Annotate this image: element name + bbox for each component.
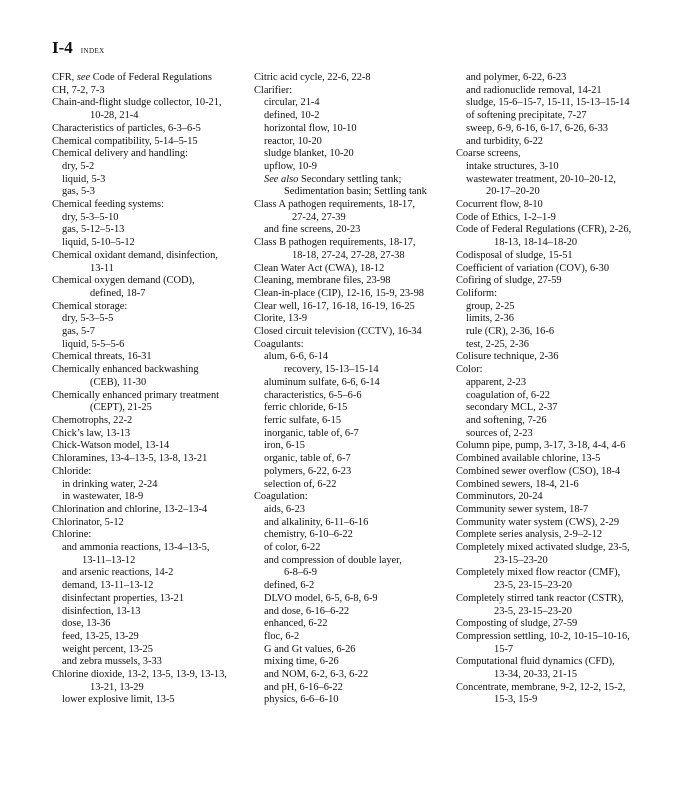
- index-entry: Comminutors, 20-24: [456, 491, 543, 503]
- index-entry-continuation: (CEPT), 21-25: [90, 402, 152, 414]
- index-column-3: [456, 72, 664, 707]
- index-subentry: sources of, 2-23: [466, 427, 533, 439]
- index-entry: Chemical feeding systems:: [52, 199, 164, 211]
- index-entry: Citric acid cycle, 22-6, 22-8: [254, 72, 371, 83]
- index-entry-continuation: 23-15–23-20: [494, 554, 548, 566]
- index-entry: Code of Ethics, 1-2–1-9: [456, 211, 556, 223]
- index-entry: Combined sewers, 18-4, 21-6: [456, 478, 579, 490]
- index-entry: Chlorination and chlorine, 13-2–13-4: [52, 503, 208, 515]
- index-column-1: [52, 72, 252, 707]
- index-entry: Combined sewer overflow (CSO), 18-4: [456, 465, 621, 477]
- index-entry-continuation: 13-34, 20-33, 21-15: [494, 669, 578, 681]
- index-subentry: secondary MCL, 2-37: [466, 402, 558, 414]
- index-entry: Complete series analysis, 2-9–2-12: [456, 529, 603, 541]
- index-subentry: gas, 5-7: [62, 326, 95, 338]
- index-entry: Community water system (CWS), 2-29: [456, 516, 620, 528]
- index-subentry: lower explosive limit, 13-5: [62, 694, 175, 706]
- index-entry: Chemically enhanced primary treatment: [52, 389, 220, 401]
- index-subentry: floc, 6-2: [264, 630, 300, 642]
- index-subentry: demand, 13-11–13-12: [62, 580, 154, 592]
- index-subentry: apparent, 2-23: [466, 376, 527, 388]
- index-subentry: characteristics, 6-5–6-6: [264, 389, 362, 401]
- index-subentry: in wastewater, 18-9: [62, 491, 144, 503]
- index-entry: Chemically enhanced backwashing: [52, 364, 199, 376]
- index-subentry: chemistry, 6-10–6-22: [264, 529, 353, 541]
- index-entry: Characteristics of particles, 6-3–6-5: [52, 122, 201, 134]
- index-subentry: gas, 5-12–5-13: [62, 224, 125, 236]
- index-entry-continuation: 18-13, 18-14–18-20: [494, 237, 578, 249]
- index-subentry: intake structures, 3-10: [466, 160, 559, 172]
- index-subentry: and alkalinity, 6-11–6-16: [264, 516, 369, 528]
- index-entry-continuation: Sedimentation basin; Settling tank: [284, 186, 427, 198]
- index-subentry: aluminum sulfate, 6-6, 6-14: [264, 376, 380, 388]
- index-subentry: physics, 6-6–6-10: [264, 694, 339, 706]
- index-entry: Concentrate, membrane, 9-2, 12-2, 15-2,: [456, 681, 626, 693]
- index-entry-continuation: 10-28, 21-4: [90, 110, 139, 122]
- index-subentry: and compression of double layer,: [264, 554, 402, 566]
- index-column-2: [254, 72, 454, 707]
- index-subentry: and polymer, 6-22, 6-23: [466, 72, 567, 83]
- index-entry-continuation: defined, 18-7: [90, 287, 146, 299]
- index-entry: Class A pathogen requirements, 18-17,: [254, 199, 416, 211]
- running-head: INDEX: [80, 47, 105, 55]
- index-entry: CH, 7-2, 7-3: [52, 84, 105, 96]
- index-subentry: sludge blanket, 10-20: [264, 148, 354, 160]
- index-subentry: and dose, 6-16–6-22: [264, 605, 350, 617]
- index-subentry: sweep, 6-9, 6-16, 6-17, 6-26, 6-33: [466, 122, 608, 134]
- index-subentry: dry, 5-3–5-10: [62, 211, 119, 223]
- index-entry: Chlorine dioxide, 13-2, 13-5, 13-9, 13-13,: [52, 669, 227, 681]
- index-entry: Cofiring of sludge, 27-59: [456, 275, 562, 287]
- index-entry: Completely stirred tank reactor (CSTR),: [456, 592, 624, 604]
- index-subentry: feed, 13-25, 13-29: [62, 630, 139, 642]
- index-entry: Chick’s law, 13-13: [52, 427, 131, 439]
- index-entry: Chemical delivery and handling:: [52, 148, 188, 160]
- index-subentry: and ammonia reactions, 13-4–13-5,: [62, 542, 210, 554]
- index-subentry: upflow, 10-9: [264, 160, 318, 172]
- index-entry: Coefficient of variation (COV), 6-30: [456, 262, 610, 274]
- index-subentry: and NOM, 6-2, 6-3, 6-22: [264, 669, 369, 681]
- index-subentry: rule (CR), 2-36, 16-6: [466, 326, 555, 338]
- index-subentry: ferric sulfate, 6-15: [264, 414, 342, 426]
- index-entry: Coagulants:: [254, 338, 304, 350]
- index-subentry: gas, 5-3: [62, 186, 95, 198]
- index-entry: Clorite, 13-9: [254, 313, 308, 325]
- index-entry: Chemical oxidant demand, disinfection,: [52, 249, 218, 261]
- index-entry: Combined available chlorine, 13-5: [456, 453, 601, 465]
- index-entry: Clear well, 16-17, 16-18, 16-19, 16-25: [254, 300, 415, 312]
- index-subentry: dry, 5-2: [62, 160, 95, 172]
- index-entry-continuation: 13-11: [90, 262, 114, 274]
- index-entry: Code of Federal Regulations (CFR), 2-26,: [456, 224, 632, 236]
- index-subentry: alum, 6-6, 6-14: [264, 351, 329, 363]
- index-entry: Column pipe, pump, 3-17, 3-18, 4-4, 4-6: [456, 440, 626, 452]
- index-subentry: of color, 6-22: [264, 542, 321, 554]
- index-entry: Chloramines, 13-4–13-5, 13-8, 13-21: [52, 453, 208, 465]
- index-entry: Completely mixed activated sludge, 23-5,: [456, 542, 630, 554]
- index-entry: Chick-Watson model, 13-14: [52, 440, 170, 452]
- index-entry-continuation: 18-18, 27-24, 27-28, 27-38: [292, 249, 405, 261]
- index-subentry: dose, 13-36: [62, 618, 111, 630]
- index-subentry: weight percent, 13-25: [62, 643, 153, 655]
- index-subentry: enhanced, 6-22: [264, 618, 328, 630]
- index-subentry: in drinking water, 2-24: [62, 478, 158, 490]
- index-entry-continuation: 23-5, 23-15–23-20: [494, 580, 572, 592]
- index-subentry: disinfection, 13-13: [62, 605, 141, 617]
- entry-text: Code of Federal Regulations: [90, 72, 212, 83]
- index-entry: Computational fluid dynamics (CFD),: [456, 656, 615, 668]
- index-subentry: defined, 6-2: [264, 580, 315, 592]
- index-subentry: group, 2-25: [466, 300, 515, 312]
- index-entry: Chemical storage:: [52, 300, 128, 312]
- page-number: I-4: [52, 38, 73, 57]
- index-subentry: G and Gt values, 6-26: [264, 643, 356, 655]
- index-entry: Clean Water Act (CWA), 18-12: [254, 262, 385, 274]
- index-entry: Completely mixed flow reactor (CMF),: [456, 567, 621, 579]
- index-entry: Composting of sludge, 27-59: [456, 618, 578, 630]
- index-entry: Cocurrent flow, 8-10: [456, 199, 543, 211]
- index-entry: Compression settling, 10-2, 10-15–10-16,: [456, 630, 630, 642]
- index-entry: Coliform:: [456, 287, 497, 299]
- index-entry: Chemical compatibility, 5-14–5-15: [52, 135, 198, 147]
- index-subentry: aids, 6-23: [264, 503, 305, 515]
- index-subentry: defined, 10-2: [264, 110, 320, 122]
- index-subentry: and radionuclide removal, 14-21: [466, 84, 602, 96]
- index-subentry: wastewater treatment, 20-10–20-12,: [466, 173, 617, 185]
- entry-text: Secondary settling tank;: [298, 173, 402, 185]
- index-subentry: and fine screens, 20-23: [264, 224, 361, 236]
- index-entry: Clean-in-place (CIP), 12-16, 15-9, 23-98: [254, 287, 424, 299]
- index-entry: Class B pathogen requirements, 18-17,: [254, 237, 416, 249]
- index-entry: Chloride:: [52, 465, 92, 477]
- index-subentry: DLVO model, 6-5, 6-8, 6-9: [264, 592, 378, 604]
- index-subentry: mixing time, 6-26: [264, 656, 339, 668]
- index-subentry: and turbidity, 6-22: [466, 135, 543, 147]
- cross-reference-label: see: [76, 72, 91, 83]
- index-entry: Coarse screens,: [456, 148, 521, 160]
- index-entry-continuation: 13-11–13-12: [82, 554, 136, 566]
- index-entry: Chlorine:: [52, 529, 92, 541]
- index-entry: Cleaning, membrane files, 23-98: [254, 275, 391, 287]
- index-subentry: [254, 174, 454, 187]
- index-entry: Chlorinator, 5-12: [52, 516, 124, 528]
- index-subentry: inorganic, table of, 6-7: [264, 427, 359, 439]
- index-subentry: circular, 21-4: [264, 97, 320, 109]
- index-subentry: disinfectant properties, 13-21: [62, 592, 185, 604]
- index-entry-continuation: 6-8–6-9: [284, 567, 317, 579]
- page-header: [52, 38, 105, 58]
- index-entry: Colisure technique, 2-36: [456, 351, 559, 363]
- index-subentry: liquid, 5-5–5-6: [62, 338, 125, 350]
- index-entry-continuation: 15-7: [494, 643, 514, 655]
- index-subentry: of softening precipitate, 7-27: [466, 110, 587, 122]
- index-subentry: limits, 2-36: [466, 313, 514, 325]
- index-entry: Clarifier:: [254, 84, 293, 96]
- index-subentry: horizontal flow, 10-10: [264, 122, 357, 134]
- index-subentry: and pH, 6-16–6-22: [264, 681, 343, 693]
- index-entry: Codisposal of sludge, 15-51: [456, 249, 573, 261]
- index-entry: Chain-and-flight sludge collector, 10-21,: [52, 97, 222, 109]
- index-entry-continuation: recovery, 15-13–15-14: [284, 364, 379, 376]
- index-subentry: dry, 5-3–5-5: [62, 313, 114, 325]
- index-subentry: selection of, 6-22: [264, 478, 337, 490]
- index-entry: Community sewer system, 18-7: [456, 503, 589, 515]
- index-entry: Color:: [456, 364, 483, 376]
- index-entry-continuation: 15-3, 15-9: [494, 694, 538, 706]
- index-subentry: polymers, 6-22, 6-23: [264, 465, 352, 477]
- index-subentry: and arsenic reactions, 14-2: [62, 567, 174, 579]
- index-entry: [52, 72, 252, 85]
- index-entry-continuation: 23-5, 23-15–23-20: [494, 605, 572, 617]
- index-subentry: sludge, 15-6–15-7, 15-11, 15-13–15-14: [466, 97, 630, 109]
- index-entry-continuation: (CEB), 11-30: [90, 376, 147, 388]
- index-entry-continuation: 27-24, 27-39: [292, 211, 346, 223]
- index-entry: Closed circuit television (CCTV), 16-34: [254, 326, 422, 338]
- entry-text: CFR,: [52, 72, 77, 83]
- index-subentry: liquid, 5-10–5-12: [62, 237, 135, 249]
- index-entry: Coagulation:: [254, 491, 308, 503]
- index-subentry: and softening, 7-26: [466, 414, 547, 426]
- index-entry: Chemical threats, 16-31: [52, 351, 152, 363]
- index-entry: Chemical oxygen demand (COD),: [52, 275, 195, 287]
- cross-reference-label: See also: [264, 173, 299, 185]
- index-subentry: test, 2-25, 2-36: [466, 338, 529, 350]
- index-entry-continuation: 13-21, 13-29: [90, 681, 144, 693]
- index-subentry: organic, table of, 6-7: [264, 453, 351, 465]
- index-subentry: ferric chloride, 6-15: [264, 402, 348, 414]
- index-subentry: and zebra mussels, 3-33: [62, 656, 162, 668]
- index-entry: Chemotrophs, 22-2: [52, 414, 133, 426]
- index-subentry: reactor, 10-20: [264, 135, 322, 147]
- index-subentry: coagulation of, 6-22: [466, 389, 550, 401]
- index-subentry: iron, 6-15: [264, 440, 305, 452]
- index-subentry: liquid, 5-3: [62, 173, 106, 185]
- index-entry-continuation: 20-17–20-20: [486, 186, 540, 198]
